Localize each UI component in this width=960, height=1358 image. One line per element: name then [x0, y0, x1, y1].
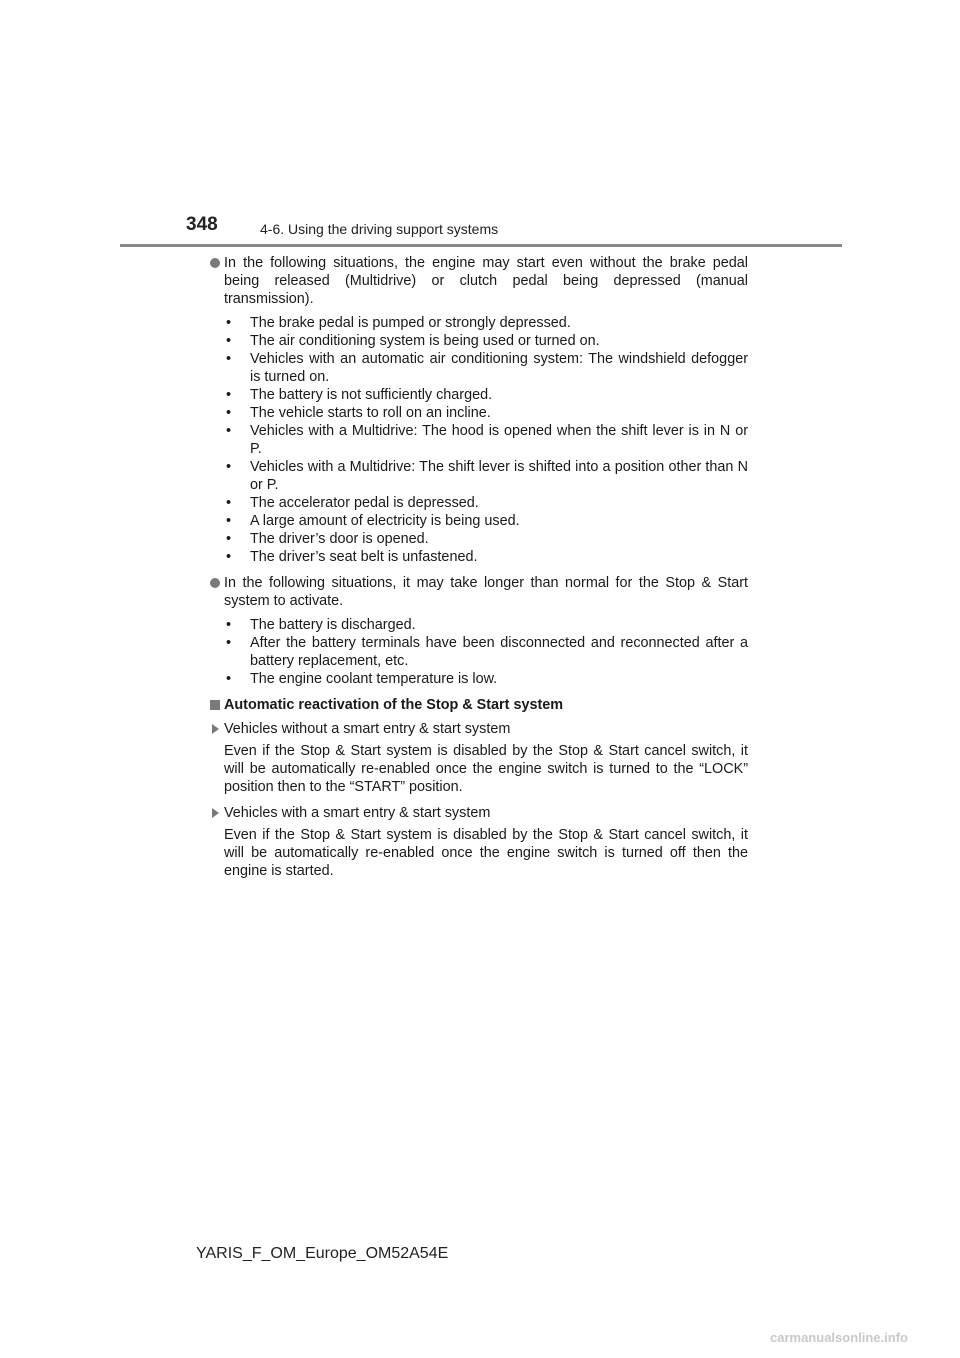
- list-item: • The brake pedal is pumped or strongly depressed.: [226, 315, 571, 331]
- triangle-arrow-icon: [212, 808, 219, 818]
- bullet-paragraph-activation-delay: [208, 574, 748, 610]
- list-item: • The accelerator pedal is depressed.: [226, 495, 479, 511]
- bullet-text: In the following situations, it may take longer than normal for the Stop & Start system to activate.: [224, 575, 748, 609]
- case-label-with-smart-entry: Vehicles with a smart entry & start system: [208, 804, 748, 822]
- header-rule: [120, 244, 842, 247]
- page-content: [208, 254, 748, 888]
- list-item: • The engine coolant temperature is low.: [226, 671, 498, 687]
- bullet-paragraph-engine-start: [208, 254, 748, 308]
- list-item: • The air conditioning system is being used or turned on.: [226, 333, 600, 349]
- list-item: • The driver’s seat belt is unfastened.: [226, 549, 478, 565]
- engine-start-conditions-list: [208, 314, 748, 566]
- case-label-without-smart-entry: Vehicles without a smart entry & start system: [208, 720, 748, 738]
- document-id: YARIS_F_OM_Europe_OM52A54E: [196, 1245, 449, 1262]
- list-item: • The vehicle starts to roll on an incline.: [226, 405, 491, 421]
- square-bullet-icon: [210, 700, 220, 710]
- list-item: • Vehicles with an automatic air conditioning system: The windshield defogger is turned on.: [226, 351, 748, 385]
- case-paragraph: Even if the Stop & Start system is disabled by the Stop & Start cancel switch, it will be automatically re-enabled once the engine switch is turned to the “LOCK” position then to the “START” position.: [224, 743, 748, 795]
- activation-delay-list: [208, 616, 748, 688]
- bullet-text: In the following situations, the engine may start even without the brake pedal being released (Multidrive) or clutch pedal being depressed (manual transmission).: [224, 255, 748, 307]
- page-number: 348: [186, 214, 218, 235]
- bullet-dot-icon: [210, 258, 220, 268]
- list-item: • The battery is discharged.: [226, 617, 416, 633]
- list-item: • Vehicles with a Multidrive: The hood is opened when the shift lever is in N or P.: [226, 423, 748, 457]
- section-title: 4-6. Using the driving support systems: [260, 221, 499, 237]
- watermark: carmanualsonline.info: [770, 1330, 908, 1345]
- list-item: • Vehicles with a Multidrive: The shift lever is shifted into a position other than N or P.: [226, 459, 748, 493]
- case-paragraph: Even if the Stop & Start system is disabled by the Stop & Start cancel switch, it will be automatically re-enabled once the engine switch is turned off then the engine is started.: [224, 827, 748, 879]
- section-heading: Automatic reactivation of the Stop & Start system: [208, 696, 748, 714]
- list-item: • The driver’s door is opened.: [226, 531, 429, 547]
- triangle-arrow-icon: [212, 724, 219, 734]
- page-header: [120, 214, 842, 248]
- list-item: • After the battery terminals have been disconnected and reconnected after a battery replacement, etc.: [226, 635, 748, 669]
- list-item: • A large amount of electricity is being used.: [226, 513, 520, 529]
- list-item: • The battery is not sufficiently charged.: [226, 387, 493, 403]
- bullet-dot-icon: [210, 578, 220, 588]
